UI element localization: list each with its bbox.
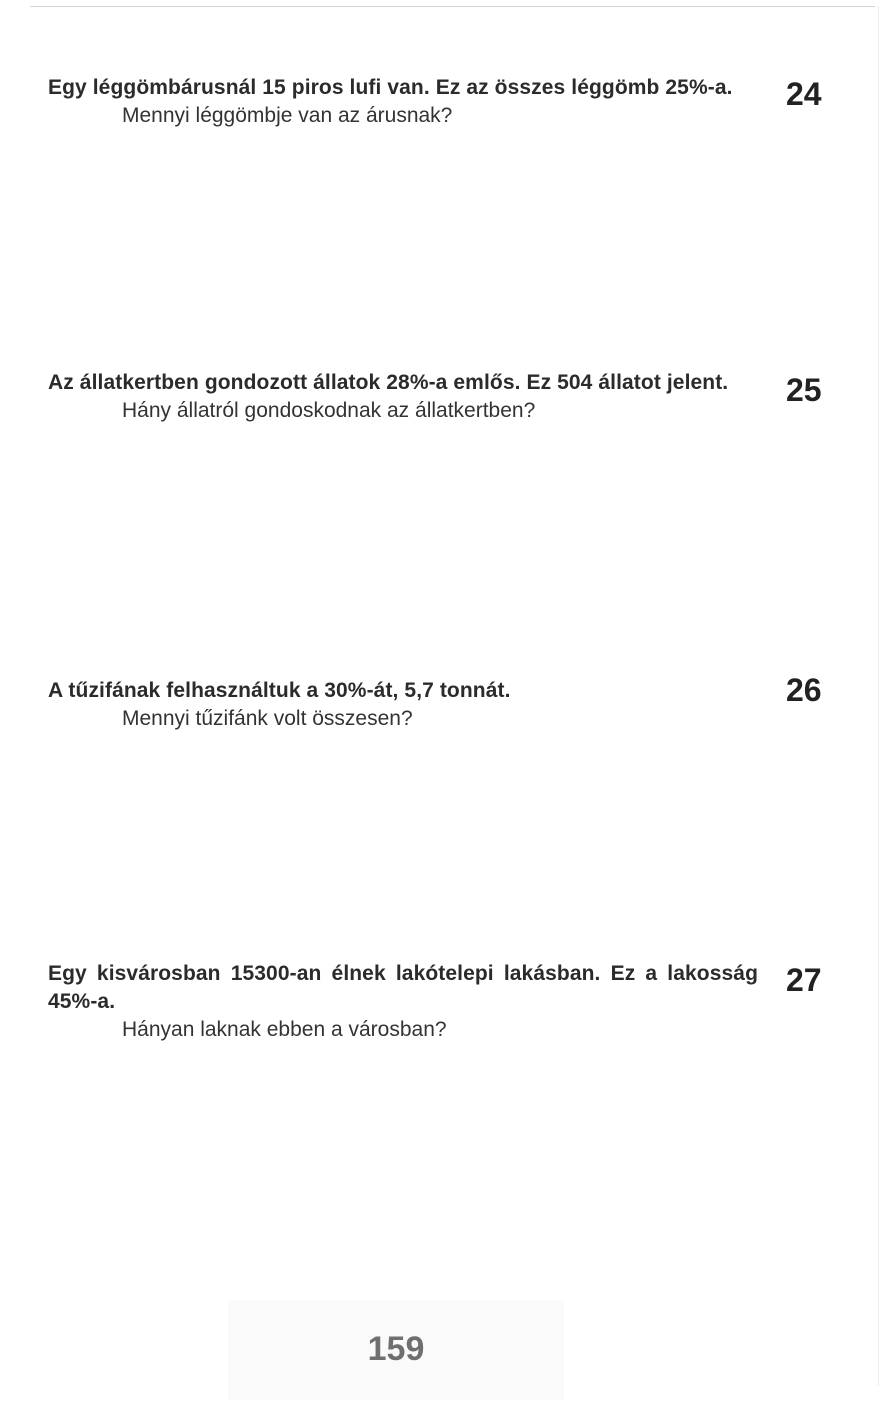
problem-statement: A tűzifának felhasználtuk a 30%-át, 5,7 tonnát. [48,679,511,702]
problem-question: Mennyi tűzifánk volt összesen? [122,707,413,730]
problem-question: Mennyi léggömbje van az árusnak? [122,104,453,127]
problem-statement: Egy kisvárosban 15300-an élnek lakótelepi lakásban. Ez a lakosság 45%-a. [48,962,758,1013]
problem-question: Hány állatról gondoskodnak az állatkertben? [122,399,536,422]
problem-25 [48,369,758,425]
problem-number: 26 [786,672,822,708]
footer [228,1300,564,1400]
problem-statement: Az állatkertben gondozott állatok 28%-a emlős. Ez 504 állatot jelent. [48,371,729,394]
problem-number: 27 [786,962,822,998]
problem-24 [48,74,758,130]
problem-number: 25 [786,372,822,408]
problem-number: 24 [786,76,822,112]
top-rule [30,6,875,7]
page-number: 159 [367,1330,425,1368]
problem-statement: Egy léggömbárusnál 15 piros lufi van. Ez az összes léggömb 25%-a. [48,76,733,99]
problem-27 [48,960,758,1044]
problem-26 [48,677,758,733]
page-edge [878,6,879,1386]
problem-question: Hányan laknak ebben a városban? [122,1018,447,1041]
